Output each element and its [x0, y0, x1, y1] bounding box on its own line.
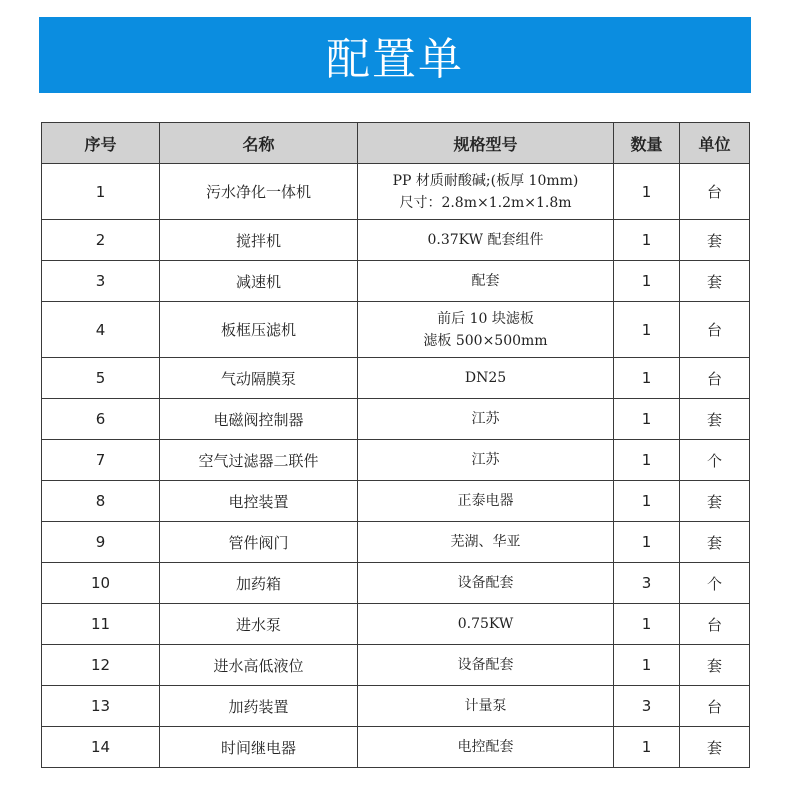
cell-qty: 1 [614, 604, 680, 645]
cell-qty: 3 [614, 563, 680, 604]
header-spec: 规格型号 [358, 123, 614, 164]
cell-qty: 1 [614, 220, 680, 261]
cell-name: 减速机 [160, 261, 358, 302]
cell-unit: 个 [680, 563, 750, 604]
table-row [42, 686, 750, 727]
spec-line: 配套 [471, 273, 500, 289]
cell-name: 进水高低液位 [160, 645, 358, 686]
cell-qty: 1 [614, 302, 680, 358]
cell-no: 3 [42, 261, 160, 302]
cell-unit: 套 [680, 220, 750, 261]
cell-qty: 3 [614, 686, 680, 727]
cell-name: 管件阀门 [160, 522, 358, 563]
cell-qty: 1 [614, 399, 680, 440]
table-header-row [42, 123, 750, 164]
spec-line: PP 材质耐酸碱;(板厚 10mm) [392, 172, 579, 189]
spec-line: DN25 [464, 370, 507, 386]
header-qty: 数量 [614, 123, 680, 164]
cell-name: 搅拌机 [160, 220, 358, 261]
table-row [42, 604, 750, 645]
cell-name: 空气过滤器二联件 [160, 440, 358, 481]
cell-name: 进水泵 [160, 604, 358, 645]
cell-no: 11 [42, 604, 160, 645]
table-row [42, 481, 750, 522]
cell-no: 6 [42, 399, 160, 440]
table-row [42, 302, 750, 358]
cell-spec [358, 164, 614, 220]
cell-spec [358, 481, 614, 522]
cell-name: 污水净化一体机 [160, 164, 358, 220]
cell-no: 2 [42, 220, 160, 261]
table-row [42, 358, 750, 399]
spec-line: 设备配套 [457, 657, 514, 673]
table-body [42, 164, 750, 768]
table-row [42, 440, 750, 481]
cell-unit: 套 [680, 645, 750, 686]
spec-line: 计量泵 [464, 698, 507, 714]
cell-unit: 个 [680, 440, 750, 481]
cell-no: 7 [42, 440, 160, 481]
cell-no: 10 [42, 563, 160, 604]
spec-line: 前后 10 块滤板 [437, 310, 534, 327]
cell-name: 时间继电器 [160, 727, 358, 768]
cell-unit: 台 [680, 686, 750, 727]
cell-spec [358, 261, 614, 302]
cell-qty: 1 [614, 481, 680, 522]
table-row [42, 261, 750, 302]
cell-qty: 1 [614, 164, 680, 220]
cell-spec [358, 440, 614, 481]
cell-spec [358, 220, 614, 261]
cell-spec [358, 522, 614, 563]
cell-unit: 套 [680, 727, 750, 768]
cell-unit: 套 [680, 522, 750, 563]
cell-name: 加药装置 [160, 686, 358, 727]
cell-unit: 套 [680, 399, 750, 440]
header-name: 名称 [160, 123, 358, 164]
table-row [42, 727, 750, 768]
spec-line: 设备配套 [457, 575, 514, 591]
spec-line: 芜湖、华亚 [450, 534, 521, 550]
cell-no: 14 [42, 727, 160, 768]
spec-line: 尺寸：2.8m×1.2m×1.8m [399, 194, 572, 211]
cell-qty: 1 [614, 261, 680, 302]
table-row [42, 399, 750, 440]
cell-unit: 台 [680, 604, 750, 645]
cell-qty: 1 [614, 727, 680, 768]
table-row [42, 220, 750, 261]
cell-qty: 1 [614, 645, 680, 686]
spec-line: 滤板 500×500mm [423, 332, 548, 349]
cell-spec [358, 358, 614, 399]
cell-no: 13 [42, 686, 160, 727]
spec-line: 江苏 [471, 452, 500, 468]
cell-no: 5 [42, 358, 160, 399]
cell-spec [358, 645, 614, 686]
cell-spec [358, 727, 614, 768]
table-row [42, 522, 750, 563]
cell-no: 1 [42, 164, 160, 220]
cell-no: 9 [42, 522, 160, 563]
cell-unit: 套 [680, 261, 750, 302]
cell-unit: 台 [680, 302, 750, 358]
cell-spec [358, 686, 614, 727]
cell-unit: 台 [680, 358, 750, 399]
cell-spec [358, 604, 614, 645]
table-row [42, 645, 750, 686]
cell-spec [358, 399, 614, 440]
spec-line: 0.37KW 配套组件 [427, 232, 544, 248]
spec-line: 江苏 [471, 411, 500, 427]
table-row [42, 164, 750, 220]
cell-name: 气动隔膜泵 [160, 358, 358, 399]
cell-unit: 台 [680, 164, 750, 220]
cell-no: 12 [42, 645, 160, 686]
header-no: 序号 [42, 123, 160, 164]
cell-spec [358, 302, 614, 358]
table-row [42, 563, 750, 604]
cell-no: 8 [42, 481, 160, 522]
spec-line: 正泰电器 [457, 493, 514, 509]
header-unit: 单位 [680, 123, 750, 164]
cell-unit: 套 [680, 481, 750, 522]
cell-qty: 1 [614, 522, 680, 563]
cell-name: 加药箱 [160, 563, 358, 604]
cell-qty: 1 [614, 440, 680, 481]
cell-name: 电控装置 [160, 481, 358, 522]
spec-line: 0.75KW [457, 616, 514, 632]
page-title: 配置单 [326, 34, 464, 85]
page-title-banner [39, 17, 751, 93]
cell-no: 4 [42, 302, 160, 358]
cell-spec [358, 563, 614, 604]
configuration-table [41, 122, 750, 768]
cell-name: 电磁阀控制器 [160, 399, 358, 440]
cell-name: 板框压滤机 [160, 302, 358, 358]
cell-qty: 1 [614, 358, 680, 399]
spec-line: 电控配套 [457, 739, 514, 755]
